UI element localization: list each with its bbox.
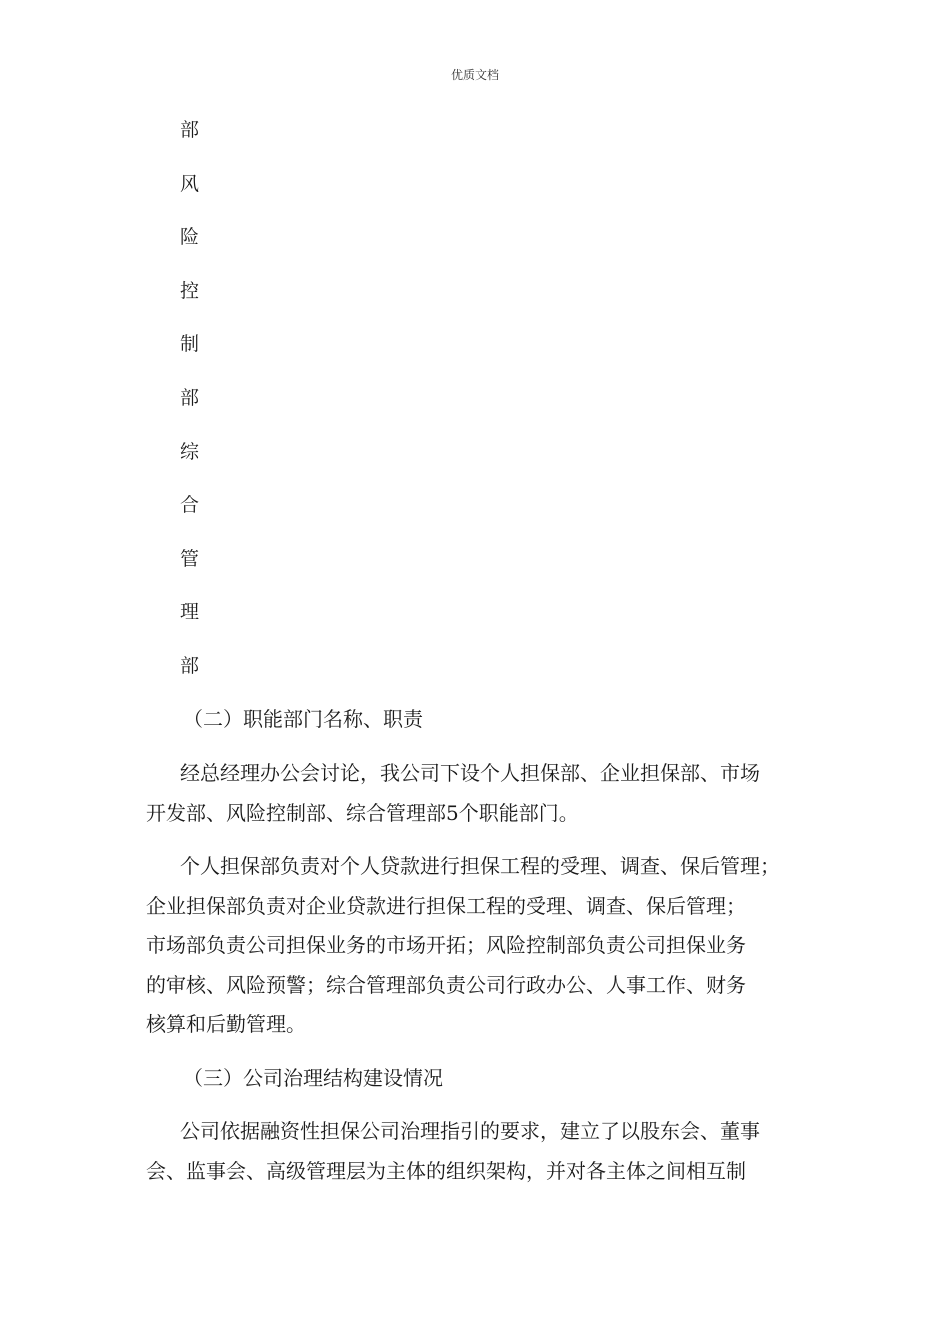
- vertical-char: 部: [180, 119, 200, 141]
- paragraph-line: 个人担保部负责对个人贷款进行担保工程的受理、调查、保后管理；: [180, 854, 780, 878]
- vertical-char: 险: [180, 226, 200, 248]
- vertical-char: 管: [180, 548, 200, 570]
- page-header: 优质文档: [450, 68, 499, 82]
- section-heading-3: （三）公司治理结构建设情况: [183, 1066, 443, 1090]
- paragraph-line: 的审核、风险预警；综合管理部负责公司行政办公、人事工作、财务: [146, 973, 746, 997]
- paragraph-line: 开发部、风险控制部、综合管理部5个职能部门。: [146, 801, 579, 825]
- paragraph-line: 公司依据融资性担保公司治理指引的要求，建立了以股东会、董事: [180, 1119, 760, 1143]
- vertical-char: 合: [180, 494, 200, 516]
- paragraph-line: 市场部负责公司担保业务的市场开拓；风险控制部负责公司担保业务: [146, 933, 746, 957]
- vertical-char: 理: [180, 601, 200, 623]
- paragraph-line: 会、监事会、高级管理层为主体的组织架构，并对各主体之间相互制: [146, 1159, 746, 1183]
- paragraph-line: 企业担保部负责对企业贷款进行担保工程的受理、调查、保后管理；: [146, 894, 746, 918]
- vertical-char: 部: [180, 387, 200, 409]
- vertical-char: 部: [180, 655, 200, 677]
- vertical-char: 控: [180, 280, 200, 302]
- vertical-char: 综: [180, 441, 200, 463]
- vertical-char: 制: [180, 333, 200, 355]
- paragraph-line: 核算和后勤管理。: [146, 1012, 306, 1036]
- vertical-char: 风: [180, 173, 200, 195]
- paragraph-line: 经总经理办公会讨论，我公司下设个人担保部、企业担保部、市场: [180, 761, 760, 785]
- section-heading-2: （二）职能部门名称、职责: [183, 707, 423, 731]
